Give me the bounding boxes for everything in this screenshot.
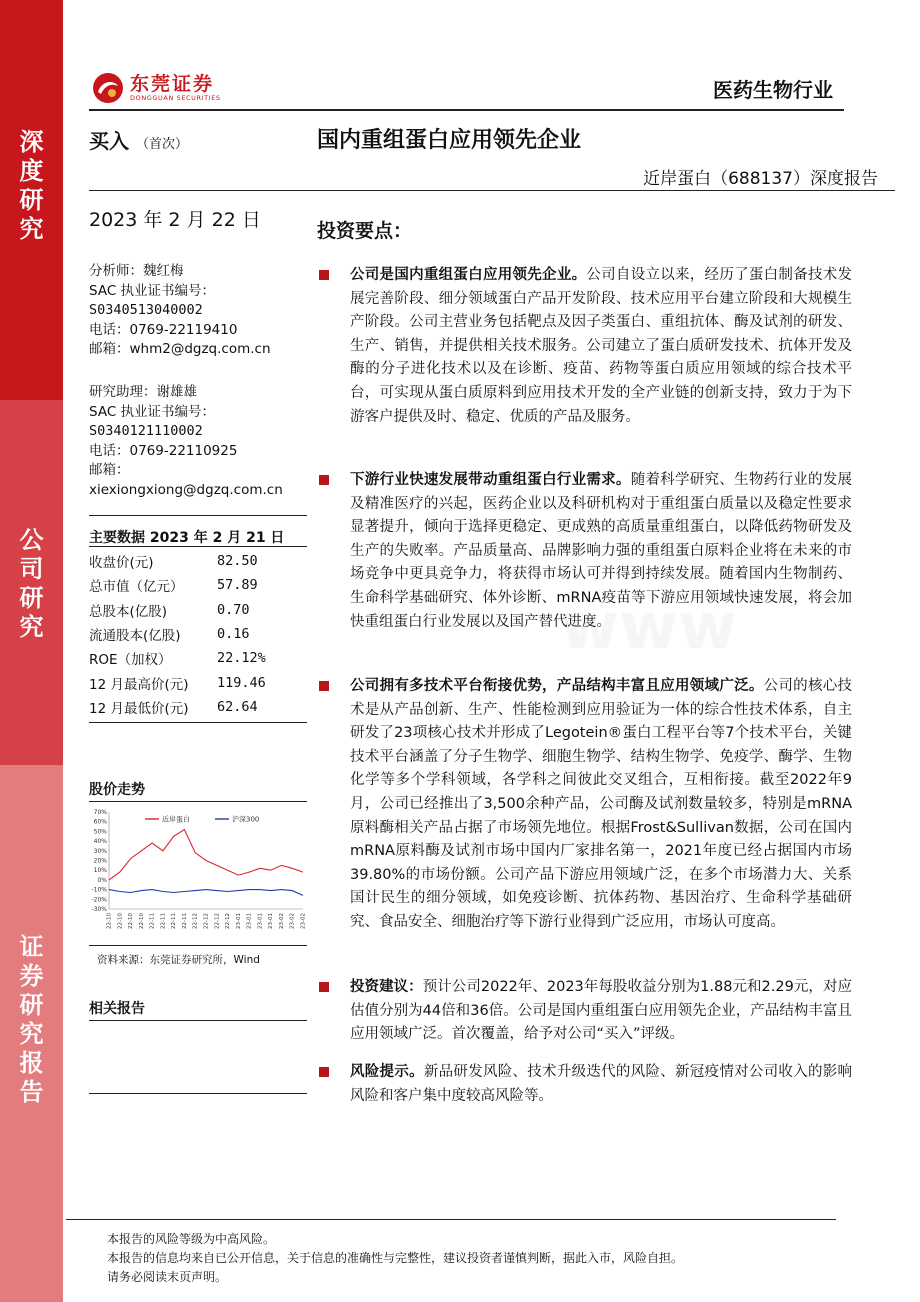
chart-source: 资料来源：东莞证券研究所，Wind xyxy=(97,954,260,966)
table-row xyxy=(89,549,307,573)
rating xyxy=(89,125,188,154)
logo-cn-text: 东莞证券 xyxy=(130,72,215,95)
key-data-value: 82.50 xyxy=(217,553,258,570)
investment-highlights-title: 投资要点： xyxy=(317,220,413,242)
assistant-email[interactable]: xiexiongxiong@dgzq.com.cn xyxy=(89,481,283,498)
analyst-sac: S0340513040002 xyxy=(89,302,203,318)
invest-point-text: 预计公司2022年、2023年每股收益分别为1.88元和2.29元，对应估值分别为44倍和36倍。公司是国内重组蛋白应用领先企业，产品结构丰富且应用领域广泛。首次覆盖，给予对公司“买入”评级。 xyxy=(350,979,852,1043)
y-tick-label: 50% xyxy=(93,828,107,836)
y-tick-label: -20% xyxy=(91,896,107,904)
key-data-value: 62.64 xyxy=(217,698,258,715)
sidebar-char: 司 xyxy=(19,555,44,583)
invest-point xyxy=(319,976,852,1047)
sidebar-char: 券 xyxy=(19,962,44,990)
series-line-1 xyxy=(109,830,303,880)
key-data-title: 主要数据 2023 年 2 月 21 日 xyxy=(89,530,285,546)
related-reports-title: 相关报告 xyxy=(89,1001,145,1017)
key-data-value: 0.16 xyxy=(217,626,250,643)
invest-point-heading: 风险提示。 xyxy=(350,1064,424,1080)
analyst-name: 分析师：魏红梅 xyxy=(89,263,184,279)
footer xyxy=(107,1230,683,1287)
y-tick-label: 10% xyxy=(93,867,107,875)
sidebar-char: 告 xyxy=(19,1078,44,1106)
y-tick-label: -30% xyxy=(91,906,107,913)
key-data-label: 12 月最低价(元) xyxy=(89,700,189,717)
title-divider xyxy=(89,190,895,191)
y-tick-label: 60% xyxy=(93,818,107,826)
x-tick-label: 22-10 xyxy=(117,913,124,929)
x-tick-label: 22-12 xyxy=(192,913,199,929)
x-tick-label: 22-11 xyxy=(149,913,156,929)
key-data-label: 总市值（亿元） xyxy=(89,579,184,596)
invest-point-text: 公司的核心技术是从产品创新、生产、性能检测到应用验证为一体的综合性技术体系，自主研发了23项核心技术并形成了Legotein®蛋白工程平台等7个技术平台，关键技术平台涵盖了分子生物学、细胞生物学、结构生物学、免疫学、酶学、生物化学等多个学科领域，各学科之间彼此交叉组合，互相衔接。截至2022年9月，公司已经推出了3,500余种产品，公司酶及试剂数量较多，特别是mRNA原料酶相关产品占据了市场领先地位。根据Frost&Sullivan数据，公司在国内mRNA原料酶及试剂市场中国内厂家排名第一，2021年度已经占据国内市场39.80%的市场份额。公司产品下游应用领域广泛，在多个市场潜力大、关系国计民生的细分领域，如免疫诊断、抗体药物、基因治疗、生命科学基础研究、食品安全、细胞治疗等下游行业得到广泛应用，市场认可度高。 xyxy=(350,678,853,930)
footer-line: 请务必阅读末页声明。 xyxy=(107,1270,228,1284)
table-row xyxy=(89,622,307,646)
bullet-square-icon xyxy=(319,1067,329,1077)
assistant-sac-label: SAC 执业证书编号： xyxy=(89,403,216,420)
key-data-value: 119.46 xyxy=(217,674,266,691)
invest-point-text: 公司自设立以来，经历了蛋白制备技术发展完善阶段、细分领域蛋白产品开发阶段、技术应用平台建立阶段和大规模生产阶段。公司主营业务包括靶点及因子类蛋白、重组抗体、酶及试剂的研发、生产、销售，并提供相关技术服务。公司建立了蛋白质研发技术、抗体开发及酶的分子进化技术以及在诊断、疫苗、药物等蛋白质应用领域的综合技术平台，可实现从蛋白质原料到应用技术开发的全产业链的创新支持，致力于为下游客户提供及时、稳定、优质的产品及服务。 xyxy=(350,267,853,425)
analyst-sac-label: SAC 执业证书编号： xyxy=(89,282,216,299)
key-data-label: 流通股本(亿股) xyxy=(89,628,181,645)
table-row xyxy=(89,646,307,670)
analyst-email[interactable]: 邮箱：whm2@dgzq.com.cn xyxy=(89,341,271,357)
y-tick-label: 70% xyxy=(93,809,107,816)
invest-point xyxy=(319,264,852,429)
table-row xyxy=(89,670,307,694)
key-data-label: 收盘价(元) xyxy=(89,555,154,572)
invest-point-heading: 公司拥有多技术平台衔接优势，产品结构丰富且应用领域广泛。 xyxy=(350,678,764,694)
keydata-bottom-rule xyxy=(89,722,307,723)
y-tick-label: 30% xyxy=(93,847,107,855)
x-tick-label: 23-02 xyxy=(289,913,296,929)
x-tick-label: 22-10 xyxy=(106,913,113,929)
y-tick-label: 40% xyxy=(93,838,107,846)
sidebar-char: 证 xyxy=(19,933,44,961)
chart-bottom-rule xyxy=(89,945,307,946)
rating-note: （首次） xyxy=(135,137,188,152)
x-tick-label: 23-01 xyxy=(246,913,253,929)
assistant-sac: S0340121110002 xyxy=(89,423,203,439)
footer-rule xyxy=(66,1219,836,1220)
analyst-info xyxy=(89,262,271,360)
invest-point-heading: 投资建议： xyxy=(350,979,423,995)
related-title-rule xyxy=(89,1020,307,1021)
x-tick-label: 22-12 xyxy=(214,913,221,929)
x-tick-label: 22-11 xyxy=(160,913,167,929)
watermark xyxy=(560,590,737,664)
footer-line: 本报告的信息均来自已公开信息，关于信息的准确性与完整性，建议投资者谨慎判断，据此入市，风险自担。 xyxy=(107,1251,684,1265)
price-trend-title: 股价走势 xyxy=(89,782,145,798)
legend-label: 近岸蛋白 xyxy=(162,815,190,824)
sidebar-char: 研 xyxy=(19,186,44,214)
price-chart xyxy=(89,806,307,941)
sidebar-char: 深 xyxy=(19,128,44,156)
assistant-email-label: 邮箱： xyxy=(89,462,130,478)
sidebar-char: 究 xyxy=(19,1020,44,1048)
key-data-label: 总股本(亿股) xyxy=(89,603,168,620)
table-row xyxy=(89,695,307,719)
rating-label: 买入 xyxy=(89,129,129,153)
sidebar-char: 度 xyxy=(19,157,44,185)
series-line-2 xyxy=(109,890,303,896)
sidebar-section-securities-report xyxy=(0,765,63,1302)
sidebar-char: 究 xyxy=(19,613,44,641)
related-bottom-rule xyxy=(89,1093,307,1094)
report-date: 2023 年 2 月 22 日 xyxy=(89,209,261,231)
company-logo xyxy=(92,72,221,104)
invest-point-heading: 下游行业快速发展带动重组蛋白行业需求。 xyxy=(350,472,631,488)
price-title-rule xyxy=(89,801,307,802)
key-data-value: 57.89 xyxy=(217,577,258,594)
industry-label: 医药生物行业 xyxy=(713,78,833,102)
keydata-top-rule xyxy=(89,515,307,516)
logo-icon xyxy=(92,72,124,104)
assistant-name: 研究助理：谢雄雄 xyxy=(89,384,197,400)
x-tick-label: 22-10 xyxy=(138,913,145,929)
table-row xyxy=(89,573,307,597)
sidebar xyxy=(0,0,63,1302)
x-tick-label: 23-01 xyxy=(268,913,275,929)
sidebar-char: 研 xyxy=(19,584,44,612)
keydata-head-rule xyxy=(89,546,307,547)
y-tick-label: 0% xyxy=(97,876,107,884)
bullet-square-icon xyxy=(319,475,329,485)
sidebar-char: 研 xyxy=(19,991,44,1019)
x-tick-label: 22-12 xyxy=(203,913,210,929)
key-data-value: 0.70 xyxy=(217,601,250,618)
bullet-square-icon xyxy=(319,982,329,992)
sidebar-char: 报 xyxy=(19,1049,44,1077)
bullet-square-icon xyxy=(319,270,329,280)
price-chart-svg xyxy=(89,806,307,941)
y-tick-label: -10% xyxy=(91,886,107,894)
sidebar-char: 公 xyxy=(19,526,44,554)
invest-point-text: 随着科学研究、生物药行业的发展及精准医疗的兴起，医药企业以及科研机构对于重组蛋白质量以及稳定性要求显著提升，倾向于选择更稳定、更成熟的高质量重组蛋白，以降低药物研发及生产的失败率。产品质量高、品牌影响力强的重组蛋白原料企业将在未来的市场竞争中更具竞争力，将获得市场认可并得到持续发展。随着国内生物制药、生命科学基础研究、体外诊断、mRNA疫苗等下游应用领域快速发展，将会加快重组蛋白行业发展以及国产替代进度。 xyxy=(350,472,853,630)
assistant-info xyxy=(89,383,283,500)
analyst-phone: 电话：0769-22119410 xyxy=(89,321,238,338)
invest-point xyxy=(319,675,852,935)
footer-line: 本报告的风险等级为中高风险。 xyxy=(107,1232,276,1246)
y-tick-label: 20% xyxy=(93,857,107,865)
table-row xyxy=(89,598,307,622)
report-subtitle: 近岸蛋白（688137）深度报告 xyxy=(643,169,878,189)
x-tick-label: 23-02 xyxy=(278,913,285,929)
key-data-value: 22.12% xyxy=(217,650,266,667)
legend-label: 沪深300 xyxy=(232,815,260,824)
header-divider xyxy=(89,109,844,111)
sidebar-section-depth-research xyxy=(0,0,63,400)
invest-point xyxy=(319,1061,852,1108)
x-tick-label: 22-11 xyxy=(181,913,188,929)
x-tick-label: 23-02 xyxy=(300,913,307,929)
sidebar-section-company-research xyxy=(0,400,63,765)
bullet-square-icon xyxy=(319,681,329,691)
key-data-label: 12 月最高价(元) xyxy=(89,676,189,693)
logo-en-text: DONGGUAN SECURITIES xyxy=(130,93,221,102)
x-tick-label: 22-11 xyxy=(171,913,178,929)
x-tick-label: 22-10 xyxy=(128,913,135,929)
sidebar-char: 究 xyxy=(19,215,44,243)
report-title: 国内重组蛋白应用领先企业 xyxy=(317,128,582,153)
assistant-phone: 电话：0769-22110925 xyxy=(89,442,238,459)
x-tick-label: 23-01 xyxy=(257,913,264,929)
x-tick-label: 23-01 xyxy=(235,913,242,929)
invest-point-heading: 公司是国内重组蛋白应用领先企业。 xyxy=(350,267,587,283)
key-data-table xyxy=(89,549,307,719)
invest-point-text: 新品研发风险、技术升级迭代的风险、新冠疫情对公司收入的影响风险和客户集中度较高风险等。 xyxy=(350,1064,853,1104)
key-data-label: ROE（加权） xyxy=(89,652,172,669)
x-tick-label: 22-12 xyxy=(225,913,232,929)
